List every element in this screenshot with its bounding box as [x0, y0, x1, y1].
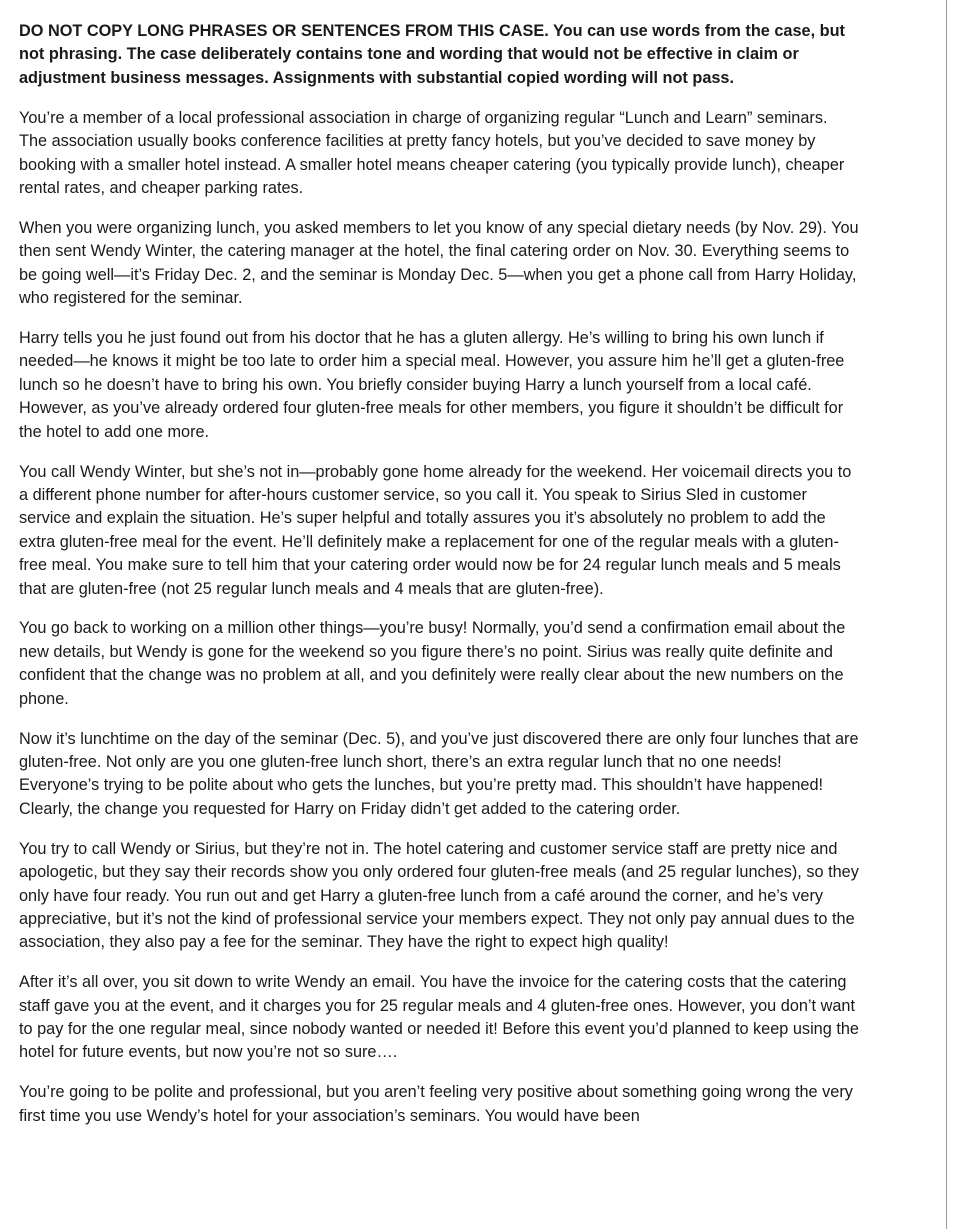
paragraph-harry-allergy: Harry tells you he just found out from his doctor that he has a gluten allergy. He’s willing to bring his own lunch if needed—he knows it might be too late to order him a special meal. However, you assure him he’ll get a gluten-free lunch so he doesn’t have to bring his own. You briefly consider buying Harry a lunch yourself from a local café. However, as you’ve already ordered four gluten-free meals for other members, you figure it shouldn’t be difficult for the hotel to add one more.	[19, 328, 845, 441]
scrollbar-track[interactable]	[946, 0, 962, 1229]
paragraph-closing: You’re going to be polite and professional, but you aren’t feeling very positive about something going wrong the very first time you use Wendy’s hotel for your association’s seminars. You would have been	[19, 1083, 853, 1125]
page-edge-divider	[946, 0, 947, 1229]
paragraph-intro: You’re a member of a local professional association in charge of organizing regular “Lunch and Learn” seminars. The association usually books conference facilities at pretty fancy hotels, but you’ve decided to save money by booking with a smaller hotel instead. A smaller hotel means cheaper catering (you typically provide lunch), cheaper rental rates, and cheaper parking rates.	[19, 108, 845, 197]
paragraph-staff-response: You try to call Wendy or Sirius, but they’re not in. The hotel catering and customer service staff are pretty nice and apologetic, but they say their records show you only ordered four gluten-free meals (and 25 regular lunches), so they only have four ready. You run out and get Harry a gluten-free lunch from a café around the corner, and he’s very appreciative, but it’s not the kind of professional service your members expect. They not only pay annual dues to the association, they also pay a fee for the seminar. They have the right to expect high quality!	[19, 839, 859, 952]
paragraph-seminar-day: Now it’s lunchtime on the day of the seminar (Dec. 5), and you’ve just discovered there are only four lunches that are gluten-free. Not only are you one gluten-free lunch short, there’s an extra regular lunch that no one needs! Everyone’s trying to be polite about who gets the lunches, but you’re pretty mad. This shouldn’t have happened! Clearly, the change you requested for Harry on Friday didn’t get added to the catering order.	[19, 729, 859, 818]
document-body	[19, 20, 859, 1145]
copy-warning: DO NOT COPY LONG PHRASES OR SENTENCES FROM THIS CASE. You can use words from the case, but not phrasing. The case deliberately contains tone and wording that would not be effective in claim or adjustment business messages. Assignments with substantial copied wording will not pass.	[19, 22, 845, 87]
paragraph-call-customer-service: You call Wendy Winter, but she’s not in—probably gone home already for the weekend. Her voicemail directs you to a different phone number for after-hours customer service, so you call it. You speak to Sirius Sled in customer service and explain the situation. He’s super helpful and totally assures you it’s absolutely no problem to add the extra gluten-free meal for the event. He’ll definitely make a replacement for one of the regular meals with a gluten-free meal. You make sure to tell him that your catering order would now be for 24 regular lunch meals and 5 meals that are gluten-free (not 25 regular lunch meals and 4 meals that are gluten-free).	[19, 462, 852, 598]
paragraph-invoice: After it’s all over, you sit down to write Wendy an email. You have the invoice for the catering costs that the catering staff gave you at the event, and it charges you for 25 regular meals and 4 gluten-free ones. However, you don’t want to pay for the one regular meal, since nobody wanted or needed it! Before this event you’d planned to keep using the hotel for future events, but now you’re not so sure….	[19, 973, 859, 1062]
paragraph-organizing-lunch: When you were organizing lunch, you asked members to let you know of any special dietary needs (by Nov. 29). You then sent Wendy Winter, the catering manager at the hotel, the final catering order on Nov. 30. Everything seems to be going well—it’s Friday Dec. 2, and the seminar is Monday Dec. 5—when you get a phone call from Harry Holiday, who registered for the seminar.	[19, 218, 859, 308]
paragraph-no-confirmation: You go back to working on a million other things—you’re busy! Normally, you’d send a confirmation email about the new details, but Wendy is gone for the weekend so you figure there’s no point. Sirius was really quite definite and confident that the change was no problem at all, and you definitely were really clear about the new numbers on the phone.	[19, 619, 846, 708]
